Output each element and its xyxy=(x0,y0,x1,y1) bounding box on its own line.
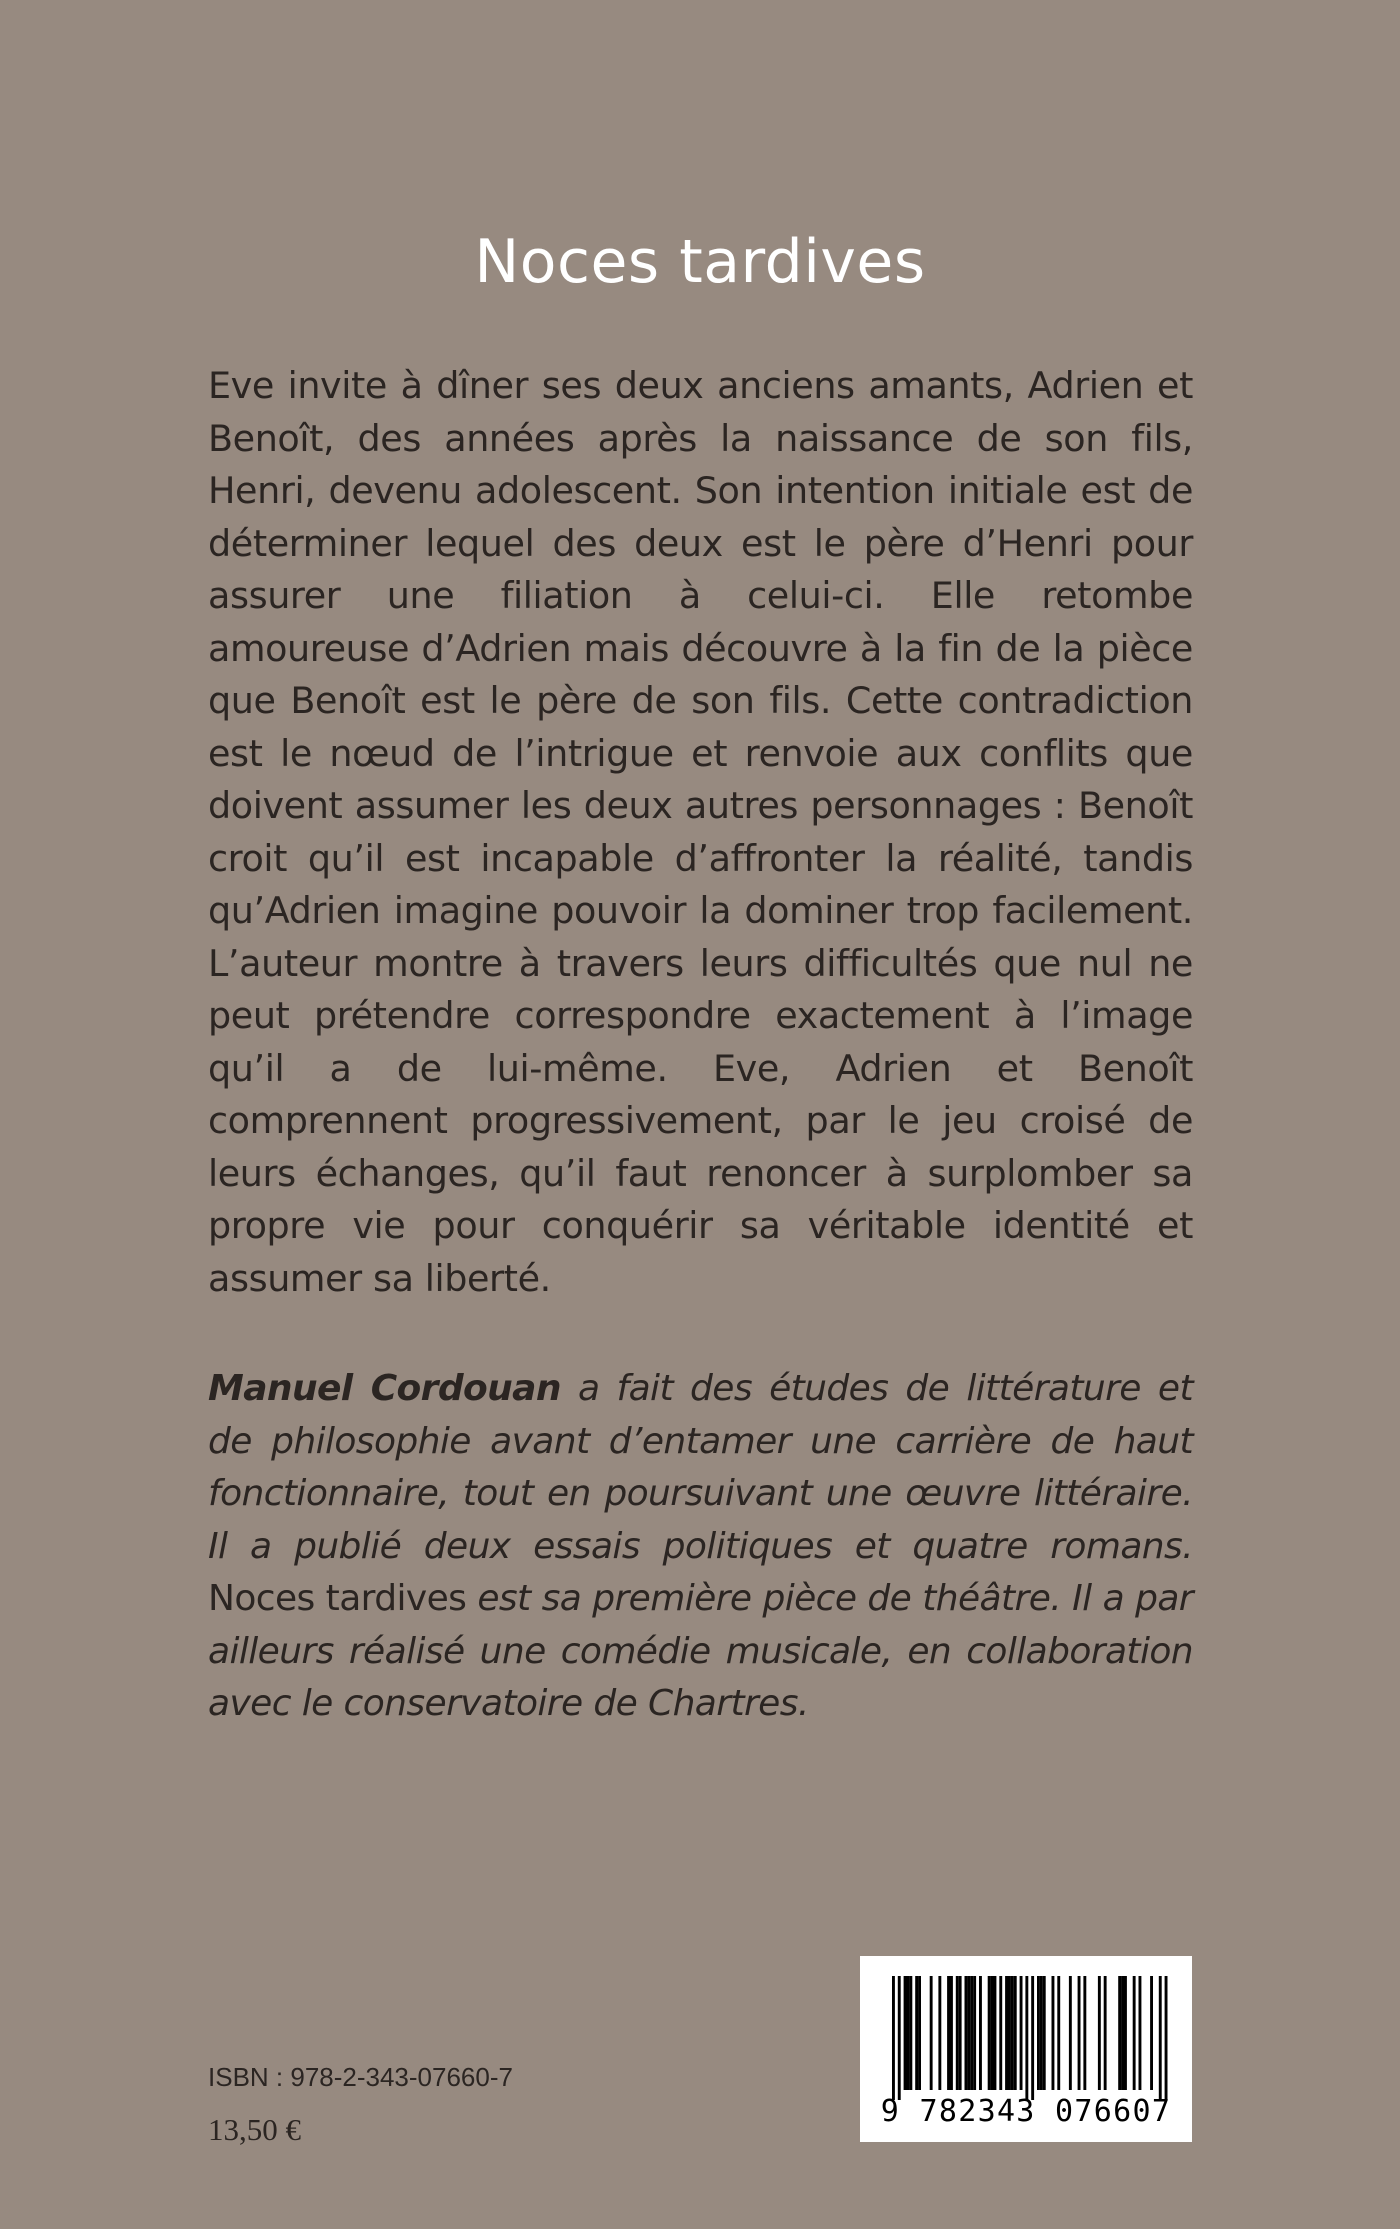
barcode-bar xyxy=(991,1976,994,2090)
barcode-bar xyxy=(973,1976,976,2090)
barcode-bar xyxy=(970,1976,973,2090)
barcode-guard-bar xyxy=(898,1976,901,2100)
barcode-guard-bar xyxy=(1031,1976,1034,2100)
barcode-bar xyxy=(1011,1976,1014,2090)
barcode-bar xyxy=(907,1976,910,2090)
barcode-bar xyxy=(950,1976,953,2090)
barcode-guard-bar xyxy=(1165,1976,1168,2100)
barcode-bar xyxy=(1037,1976,1040,2090)
barcode-bar xyxy=(956,1976,959,2090)
barcode-bar xyxy=(1078,1976,1081,2090)
barcode-bar xyxy=(999,1976,1002,2090)
barcode xyxy=(860,1956,1192,2142)
barcode-bar xyxy=(904,1976,907,2090)
barcode-bar xyxy=(1098,1976,1101,2090)
barcode-bar xyxy=(959,1976,962,2090)
barcode-bar xyxy=(938,1976,941,2090)
barcode-bar xyxy=(1040,1976,1043,2090)
author-name: Manuel Cordouan xyxy=(208,1368,561,1409)
barcode-guard-bar xyxy=(892,1976,895,2100)
barcode-bar xyxy=(1139,1976,1142,2090)
barcode-bar xyxy=(918,1976,921,2090)
barcode-guard-bar xyxy=(1159,1976,1162,2100)
barcode-bar xyxy=(1014,1976,1017,2090)
barcode-bar xyxy=(1052,1976,1055,2090)
barcode-bar xyxy=(1057,1976,1060,2090)
barcode-bar xyxy=(915,1976,918,2090)
barcode-bar xyxy=(1133,1976,1136,2090)
price: 13,50 € xyxy=(208,2112,301,2147)
barcode-bar xyxy=(1121,1976,1124,2090)
barcode-bar xyxy=(1118,1976,1121,2090)
barcode-bar xyxy=(979,1976,982,2090)
barcode-bar xyxy=(947,1976,950,2090)
barcode-bar xyxy=(1124,1976,1127,2090)
barcode-bar xyxy=(1005,1976,1008,2090)
barcode-bar xyxy=(967,1976,970,2090)
barcode-bar xyxy=(1008,1976,1011,2090)
barcode-bar xyxy=(994,1976,997,2090)
barcode-bar xyxy=(1020,1976,1023,2090)
barcode-digits: 9 782343 076607 xyxy=(880,2094,1172,2129)
bio-text-part-1: a fait des études de littérature et de philosophie avant d’entamer une carrière de haut fonctionnaire, tout en poursuivant une œuvre littéraire. Il a publié deux essais politiques et quatre romans. xyxy=(208,1368,1193,1567)
author-bio xyxy=(208,1363,1193,1731)
barcode-bar xyxy=(1104,1976,1107,2090)
book-summary: Eve invite à dîner ses deux anciens amants, Adrien et Benoît, des années après la naissance de son fils, Henri, devenu adolescent. Son intention initiale est de déterminer lequel des deux est le père d’Henri pour assurer une filiation à celui-ci. Elle retombe amoureuse d’Adrien mais découvre à la fin de la pièce que Benoît est le père de son fils. Cette contradiction est le nœud de l’intrigue et renvoie aux conflits que doivent assumer les deux autres personnages : Benoît croit qu’il est incapable d’affronter la réalité, tandis qu’Adrien imagine pouvoir la dominer trop facilement. L’auteur montre à travers leurs difficultés que nul ne peut prétendre correspondre exactement à l’image qu’il a de lui-même. Eve, Adrien et Benoît comprennent progressivement, par le jeu croisé de leurs échanges, qu’il faut renoncer à surplomber sa propre vie pour conquérir sa véritable identité et assumer sa liberté. xyxy=(208,364,1193,1300)
barcode-bar xyxy=(1069,1976,1072,2090)
barcode-bar xyxy=(1150,1976,1153,2090)
barcode-bar xyxy=(965,1976,968,2090)
book-title: Noces tardives xyxy=(474,227,926,297)
isbn: ISBN : 978-2-343-07660-7 xyxy=(208,2062,513,2092)
barcode-bar xyxy=(988,1976,991,2090)
barcode-guard-bar xyxy=(1025,1976,1028,2100)
barcode-bar xyxy=(930,1976,933,2090)
bio-book-title: Noces tardives xyxy=(208,1578,467,1619)
barcode-bar xyxy=(1083,1976,1086,2090)
barcode-bar xyxy=(1043,1976,1046,2090)
bio-text-part-2: est sa première pièce de théâtre. Il a par ailleurs réalisé une comédie musicale, en collaboration avec le conservatoire de Chartres. xyxy=(208,1578,1193,1724)
barcode-bar xyxy=(909,1976,912,2090)
